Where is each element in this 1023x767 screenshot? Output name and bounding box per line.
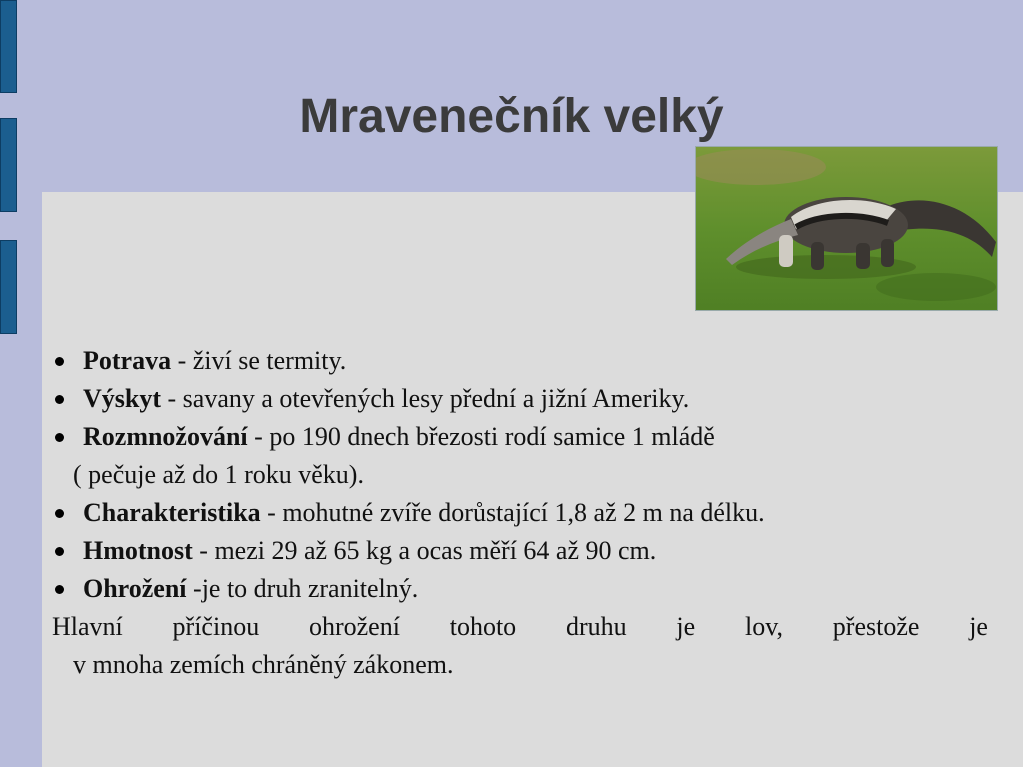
closing-word: tohoto xyxy=(449,612,517,641)
item-text: - živí se termity. xyxy=(171,346,347,375)
bullet-dot-icon xyxy=(55,509,64,518)
item-text: - po 190 dnech březosti rodí samice 1 mládě xyxy=(247,422,715,451)
item-text: -je to druh zranitelný. xyxy=(186,574,419,603)
list-item xyxy=(52,570,988,608)
term-label: Charakteristika xyxy=(83,498,261,527)
item-text: - mohutné zvíře dorůstající 1,8 až 2 m na délku. xyxy=(260,498,765,527)
closing-word: Hlavní xyxy=(52,612,123,641)
item-text: - mezi 29 až 65 kg a ocas měří 64 až 90 cm. xyxy=(192,536,657,565)
closing-paragraph xyxy=(52,608,988,684)
side-tab-3 xyxy=(0,240,17,334)
list-item xyxy=(52,380,988,418)
term-label: Hmotnost xyxy=(83,536,193,565)
closing-word: příčinou xyxy=(172,612,260,641)
closing-word: je xyxy=(676,612,696,641)
list-item xyxy=(52,494,988,532)
item-text: - savany a otevřených lesy přední a jižní Ameriky. xyxy=(161,384,690,413)
side-tab-1 xyxy=(0,0,17,93)
list-item xyxy=(52,342,988,380)
bullet-dot-icon xyxy=(55,395,64,404)
slide-title: Mravenečník velký xyxy=(299,90,724,143)
slide-body xyxy=(52,342,988,684)
closing-word: druhu xyxy=(565,612,627,641)
closing-word: je xyxy=(969,612,988,641)
closing-word: přestože xyxy=(832,612,920,641)
closing-word: lov, xyxy=(744,612,784,641)
closing-word: ohrožení xyxy=(308,612,400,641)
list-item xyxy=(52,532,988,570)
bullet-dot-icon xyxy=(55,433,64,442)
term-label: Potrava xyxy=(83,346,172,375)
bullet-dot-icon xyxy=(55,585,64,594)
term-label: Ohrožení xyxy=(83,574,187,603)
anteater-photo xyxy=(695,146,998,311)
bullet-dot-icon xyxy=(55,357,64,366)
closing-line-2: v mnoha zemích chráněný zákonem. xyxy=(73,650,454,679)
bullet-list xyxy=(52,342,988,608)
list-item xyxy=(52,418,988,494)
closing-line-1 xyxy=(52,608,988,646)
item-text-continued: ( pečuje až do 1 roku věku). xyxy=(73,460,364,489)
bullet-dot-icon xyxy=(55,547,64,556)
term-label: Výskyt xyxy=(83,384,162,413)
term-label: Rozmnožování xyxy=(83,422,248,451)
